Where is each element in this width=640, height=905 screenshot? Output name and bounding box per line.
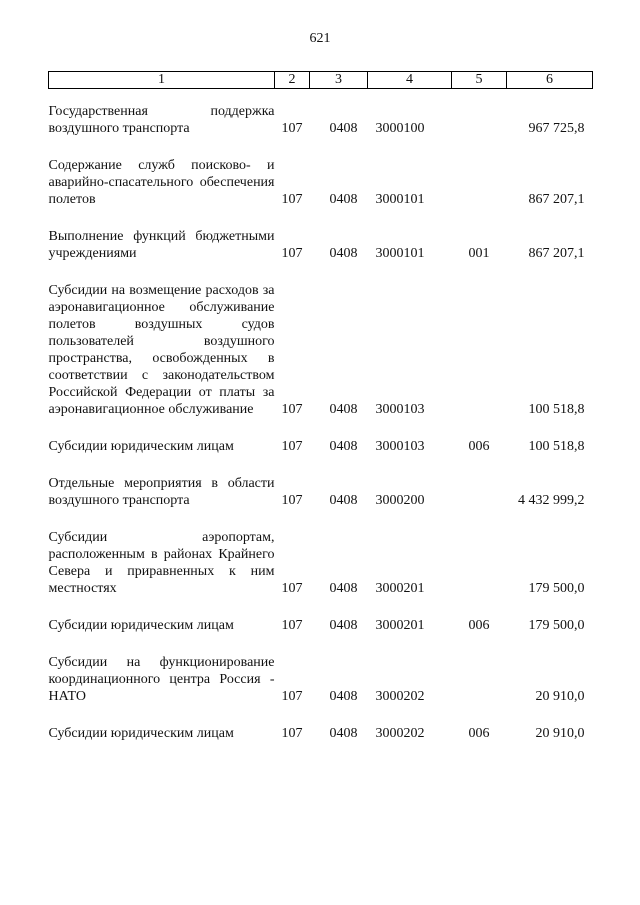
column-header-target: 4 [368,72,452,89]
row-section: 0408 [329,192,358,207]
budget-table [48,71,593,742]
row-section: 0408 [329,493,358,508]
row-target: 3000202 [375,726,425,741]
row-ministry: 107 [281,581,303,596]
row-section: 0408 [329,121,358,136]
page-number: 621 [309,31,331,46]
column-header-section: 3 [310,72,368,89]
row-section: 0408 [329,726,358,741]
row-name: Государственная поддержка воздушного транспорта [48,104,275,136]
row-ministry: 107 [281,726,303,741]
row-name: Выполнение функций бюджетными учреждениями [48,229,275,261]
row-target: 3000101 [375,192,425,207]
row-target: 3000100 [375,121,425,136]
row-amount: 100 518,8 [528,439,585,454]
row-type: 006 [468,726,490,741]
row-amount: 20 910,0 [535,726,585,741]
table-row [49,137,593,208]
row-amount: 967 725,8 [528,121,585,136]
row-section: 0408 [329,402,358,417]
table-row [49,262,593,418]
row-ministry: 107 [281,618,303,633]
row-amount: 867 207,1 [528,246,585,261]
column-header-name: 1 [49,72,275,89]
row-name: Субсидии на функционирование координационного центра Россия - НАТО [48,655,275,704]
row-ministry: 107 [281,493,303,508]
table-row [49,634,593,705]
row-name: Субсидии аэропортам, расположенным в районах Крайнего Севера и приравненных к ним местностях [48,530,275,596]
row-type: 001 [468,246,490,261]
row-ministry: 107 [281,439,303,454]
table-row [49,509,593,597]
column-header-ministry: 2 [275,72,310,89]
row-target: 3000202 [375,689,425,704]
row-type: 006 [468,439,490,454]
row-type [452,634,507,705]
row-section: 0408 [329,581,358,596]
row-target: 3000201 [375,618,425,633]
row-target: 3000103 [375,439,425,454]
row-name: Субсидии на возмещение расходов за аэронавигационное обслуживание полетов воздушных судов пользователей воздушного пространства, освобожденных в соответствии с законодательством Российской Федерации от платы за аэронавигационное обслуживание [48,283,275,417]
row-amount: 100 518,8 [528,402,585,417]
row-name: Субсидии юридическим лицам [48,439,234,454]
table-row [49,208,593,262]
row-amount: 867 207,1 [528,192,585,207]
row-section: 0408 [329,246,358,261]
column-header-amount: 6 [507,72,593,89]
table-row [49,597,593,634]
row-name: Субсидии юридическим лицам [48,726,234,741]
row-type [452,89,507,138]
row-type [452,262,507,418]
row-ministry: 107 [281,689,303,704]
row-type [452,137,507,208]
table-row [49,455,593,509]
row-name: Содержание служб поисково- и аварийно-спасательного обеспечения полетов [48,158,275,207]
row-ministry: 107 [281,192,303,207]
row-section: 0408 [329,618,358,633]
table-row [49,705,593,742]
row-section: 0408 [329,689,358,704]
row-name: Субсидии юридическим лицам [48,618,234,633]
row-target: 3000201 [375,581,425,596]
table-row [49,418,593,455]
row-name: Отдельные мероприятия в области воздушного транспорта [48,476,275,508]
row-section: 0408 [329,439,358,454]
row-target: 3000200 [375,493,425,508]
row-target: 3000101 [375,246,425,261]
row-ministry: 107 [281,121,303,136]
row-type [452,455,507,509]
row-type: 006 [468,618,490,633]
row-type [452,509,507,597]
table-row [49,89,593,138]
row-target: 3000103 [375,402,425,417]
table-header-row [49,72,593,89]
row-amount: 179 500,0 [528,618,585,633]
row-ministry: 107 [281,246,303,261]
column-header-type: 5 [452,72,507,89]
row-amount: 20 910,0 [535,689,585,704]
row-amount: 179 500,0 [528,581,585,596]
row-ministry: 107 [281,402,303,417]
row-amount: 4 432 999,2 [518,493,585,508]
